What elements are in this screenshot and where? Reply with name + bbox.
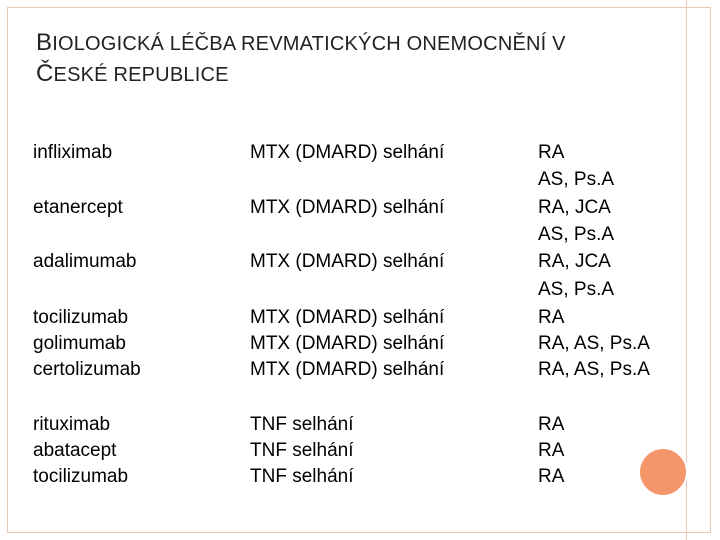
treatment-condition: MTX (DMARD) selhání (250, 251, 445, 272)
decorative-circle (640, 449, 686, 495)
treatment-condition: MTX (DMARD) selhání (250, 197, 445, 218)
indication: AS, Ps.A (538, 169, 615, 190)
indication: RA, JCA (538, 251, 611, 272)
title-line-1 (36, 28, 656, 59)
indication: RA (538, 466, 565, 487)
drug-name: golimumab (33, 333, 126, 354)
slide-title (36, 28, 656, 90)
treatment-condition: MTX (DMARD) selhání (250, 333, 445, 354)
indication: AS, Ps.A (538, 224, 615, 245)
treatment-condition: TNF selhání (250, 414, 354, 435)
drug-name: adalimumab (33, 251, 137, 272)
indication: RA, AS, Ps.A (538, 333, 650, 354)
treatment-condition: TNF selhání (250, 466, 354, 487)
slide-vertical-rule (686, 0, 687, 540)
title-line-2 (36, 59, 656, 90)
drug-name: rituximab (33, 414, 111, 435)
drug-name: certolizumab (33, 359, 141, 380)
drug-name: infliximab (33, 142, 113, 163)
treatment-condition: MTX (DMARD) selhání (250, 142, 445, 163)
treatment-condition: TNF selhání (250, 440, 354, 461)
drug-name: tocilizumab (33, 307, 129, 328)
indication: RA (538, 440, 565, 461)
treatment-condition: MTX (DMARD) selhání (250, 307, 445, 328)
drug-name: etanercept (33, 197, 123, 218)
treatment-condition: MTX (DMARD) selhání (250, 359, 445, 380)
title-rest-2: ESKÉ REPUBLICE (53, 64, 229, 86)
drug-name: abatacept (33, 440, 117, 461)
drug-name: tocilizumab (33, 466, 129, 487)
title-initial-2: Č (36, 60, 54, 87)
indication: RA (538, 142, 565, 163)
indication: RA (538, 307, 565, 328)
indication: RA, AS, Ps.A (538, 359, 650, 380)
indication: RA, JCA (538, 197, 611, 218)
indication: AS, Ps.A (538, 279, 615, 300)
title-rest-1: IOLOGICKÁ LÉČBA REVMATICKÝCH ONEMOCNĚNÍ V (52, 33, 566, 55)
indication: RA (538, 414, 565, 435)
title-initial-1: B (36, 29, 53, 56)
